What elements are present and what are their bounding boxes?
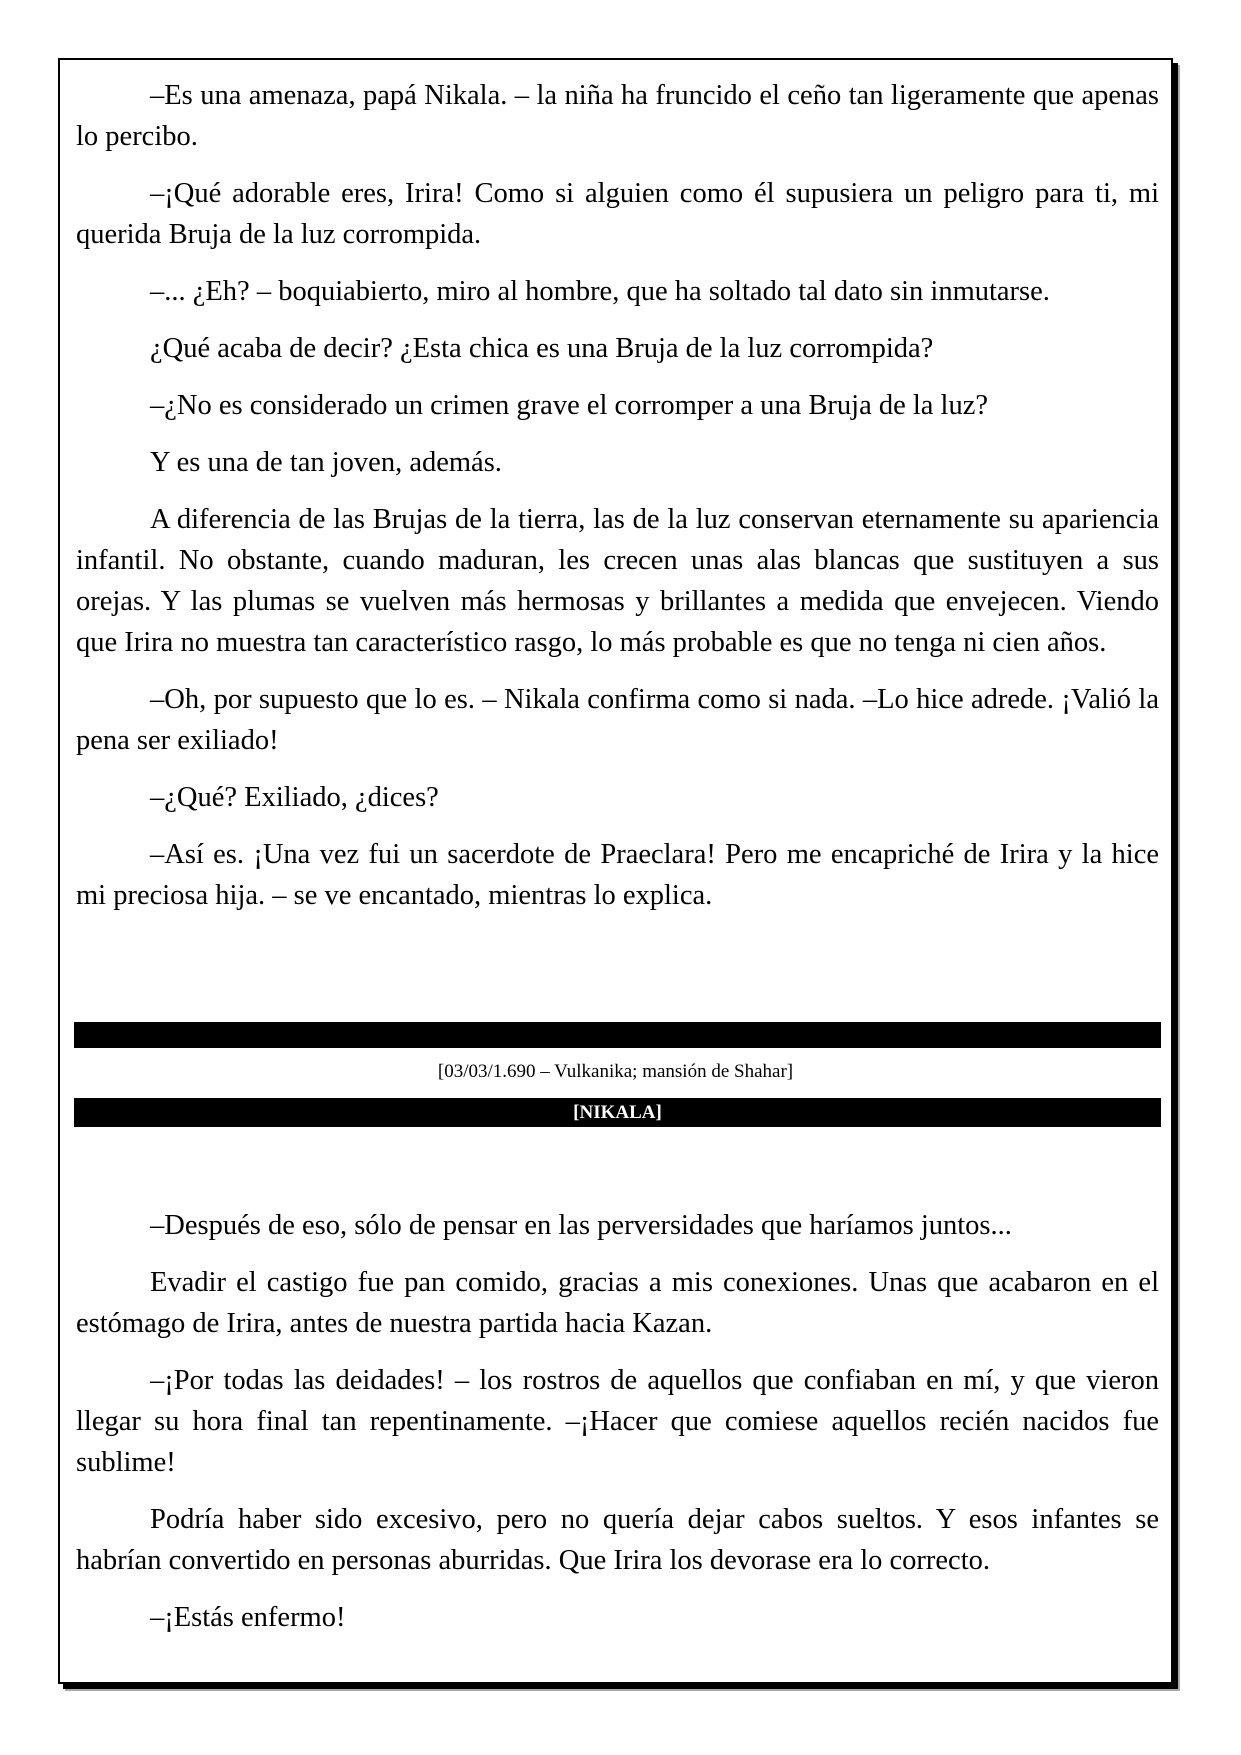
scene-caption: [03/03/1.690 – Vulkanika; mansión de Shahar] (437, 1061, 794, 1082)
paragraph: –¿No es considerado un crimen grave el corromper a una Bruja de la luz? (150, 390, 989, 421)
paragraph: –¡Por todas las deidades! – los rostros de aquellos que confiaban en mí, y que vieron llegar su hora final tan repentinamente. –¡Hacer que comiese aquellos recién nacidos fue sublime! (76, 1365, 1159, 1478)
paragraph: Y es una de tan joven, además. (150, 447, 502, 478)
paragraph: –Después de eso, sólo de pensar en las perversidades que haríamos juntos... (150, 1210, 1012, 1241)
paragraph: –¡Estás enfermo! (150, 1602, 346, 1633)
paragraph: –¿Qué? Exiliado, ¿dices? (150, 782, 439, 813)
paragraph: ¿Qué acaba de decir? ¿Esta chica es una Bruja de la luz corrompida? (150, 333, 934, 364)
paragraph: –... ¿Eh? – boquiabierto, miro al hombre, que ha soltado tal dato sin inmutarse. (150, 276, 1050, 307)
paragraph: –Así es. ¡Una vez fui un sacerdote de Praeclara! Pero me encapriché de Irira y la hice mi preciosa hija. – se ve encantado, mientras lo explica. (76, 839, 1159, 911)
paragraph: A diferencia de las Brujas de la tierra, las de la luz conservan eternamente su apariencia infantil. No obstante, cuando maduran, les crecen unas alas blancas que sustituyen a sus orejas. Y las plumas se vuelven más hermosas y brillantes a medida que envejecen. Viendo que Irira no muestra tan característico rasgo, lo más probable es que no tenga ni cien años. (76, 504, 1159, 658)
paragraph: –Oh, por supuesto que lo es. – Nikala confirma como si nada. –Lo hice adrede. ¡Valió la pena ser exiliado! (76, 684, 1159, 756)
text-section-2 (76, 1205, 1159, 1654)
paragraph: Podría haber sido excesivo, pero no quería dejar cabos sueltos. Y esos infantes se habrían convertido en personas aburridas. Que Irira los devorase era lo correcto. (76, 1504, 1159, 1576)
paragraph: –Es una amenaza, papá Nikala. – la niña ha fruncido el ceño tan ligeramente que apenas lo percibo. (76, 80, 1159, 152)
text-section-1 (76, 75, 1159, 932)
paragraph: Evadir el castigo fue pan comido, gracias a mis conexiones. Unas que acabaron en el estómago de Irira, antes de nuestra partida hacia Kazan. (76, 1267, 1159, 1339)
scene-divider-bar (74, 1022, 1161, 1048)
page-frame (58, 58, 1173, 1684)
paragraph: –¡Qué adorable eres, Irira! Como si alguien como él supusiera un peligro para ti, mi querida Bruja de la luz corrompida. (76, 178, 1159, 250)
pov-header: [NIKALA] (74, 1098, 1161, 1127)
